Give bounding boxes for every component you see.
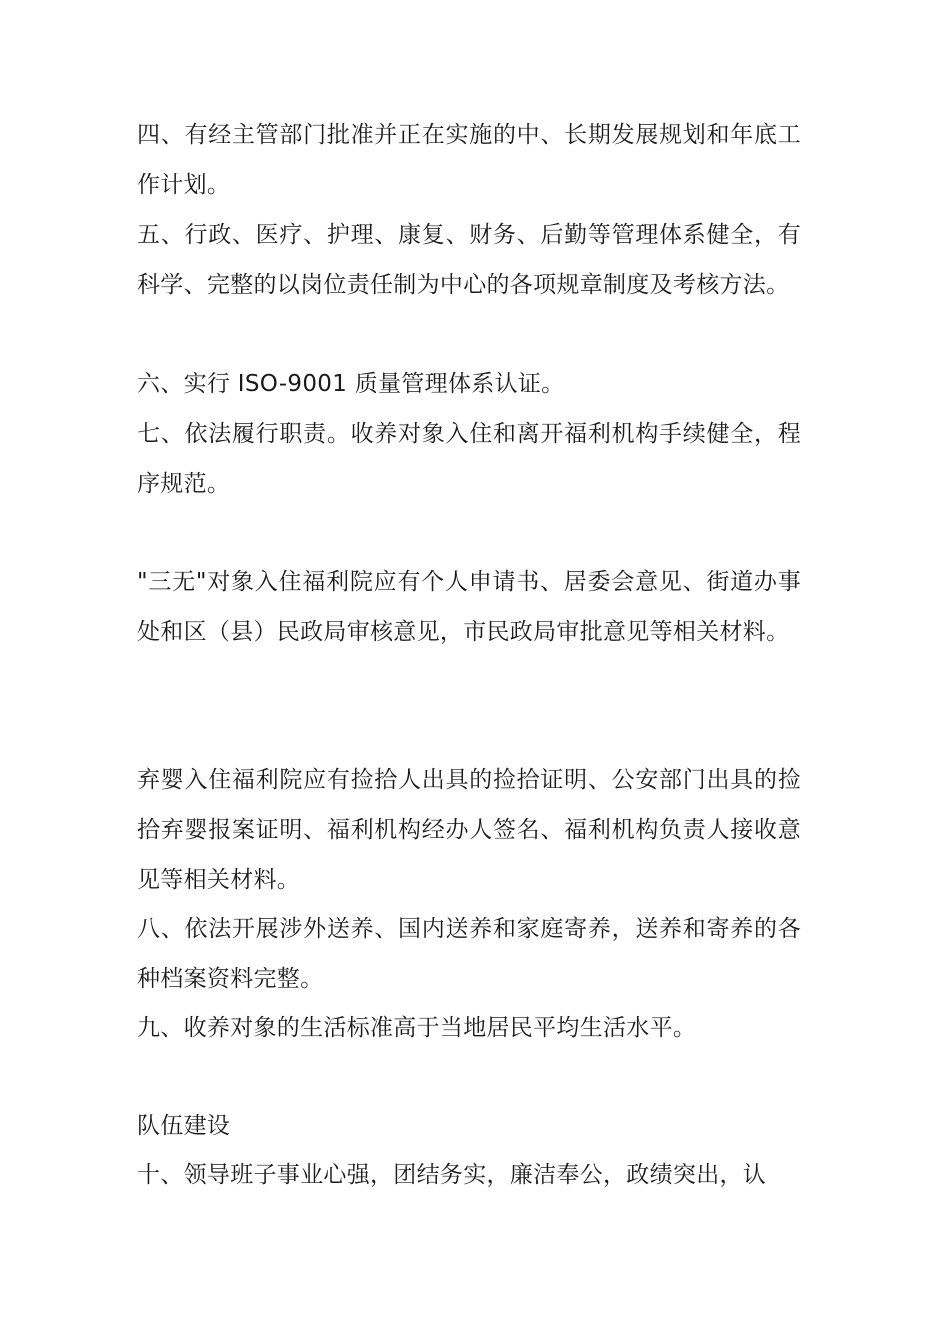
- paragraph-leadership: 十、领导班子事业心强，团结务实，廉洁奉公，政绩突出，认: [137, 1162, 767, 1188]
- paragraph-adoption-foster: 八、依法开展涉外送养、国内送养和家庭寄养，送养和寄养的各种档案资料完整。: [137, 916, 801, 992]
- paragraph-management-system: 五、行政、医疗、护理、康复、财务、后勤等管理体系健全，有科学、完整的以岗位责任制为中心的各项规章制度及考核方法。: [137, 222, 801, 298]
- paragraph-living-standard: 九、收养对象的生活标准高于当地居民平均生活水平。: [137, 1015, 697, 1041]
- paragraph-development-plan: 四、有经主管部门批准并正在实施的中、长期发展规划和年底工作计划。: [137, 122, 801, 198]
- paragraph-three-no-admission: "三无"对象入住福利院应有个人申请书、居委会意见、街道办事处和区（县）民政局审核意见，市民政局审批意见等相关材料。: [137, 569, 801, 645]
- paragraph-iso-certification: 六、实行 ISO-9001 质量管理体系认证。: [137, 371, 565, 397]
- paragraph-lawful-duties: 七、依法履行职责。收养对象入住和离开福利机构手续健全，程序规范。: [137, 421, 801, 497]
- paragraph-abandoned-infant-admission: 弃婴入住福利院应有捡拾人出具的捡拾证明、公安部门出具的捡拾弃婴报案证明、福利机构经办人签名、福利机构负责人接收意见等相关材料。: [137, 767, 801, 893]
- section-heading-team-building: 队伍建设: [137, 1113, 231, 1139]
